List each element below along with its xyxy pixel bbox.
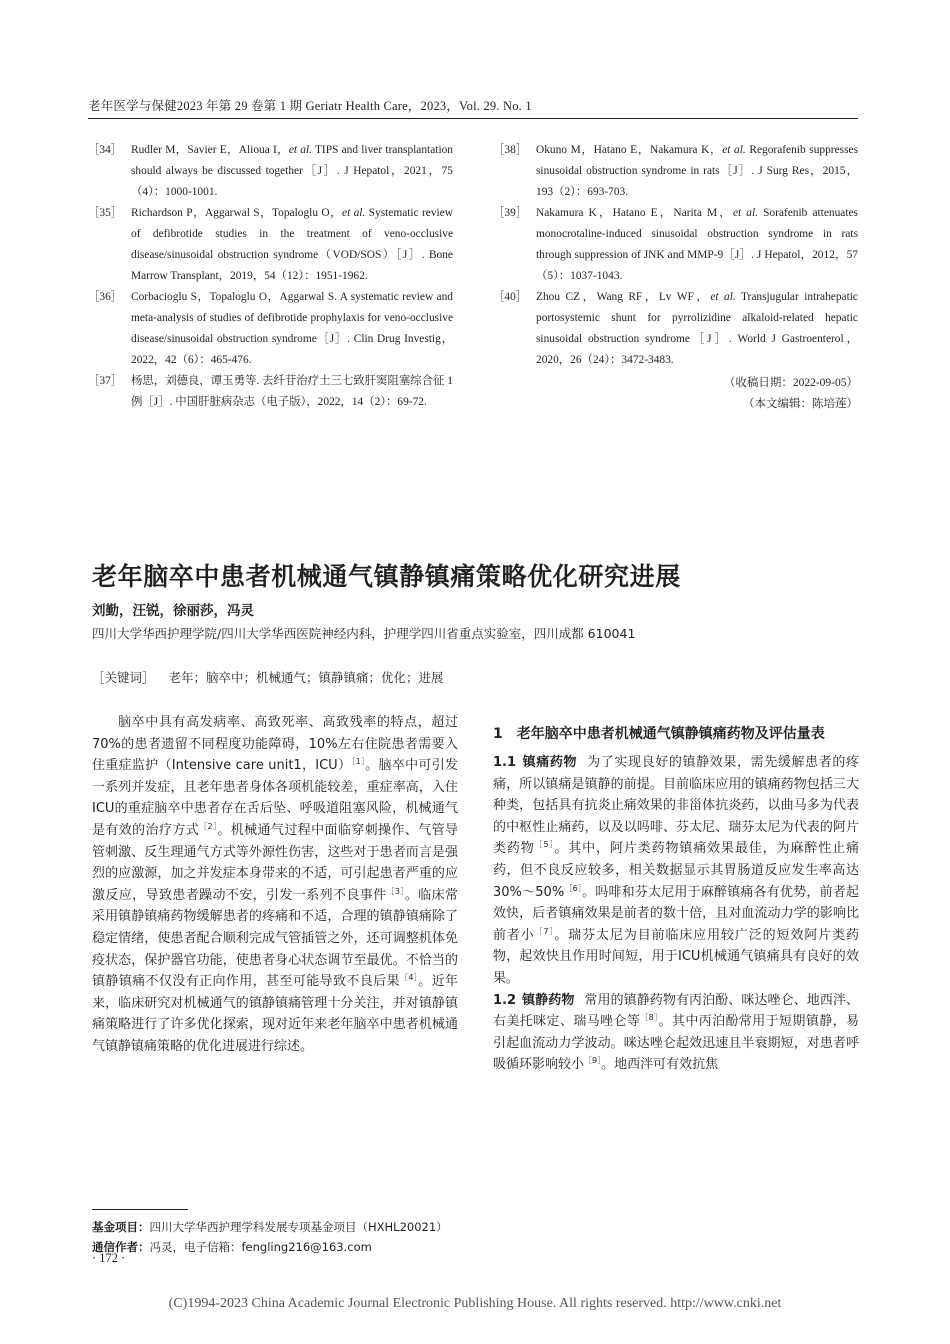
- citation: ［2］: [199, 821, 218, 831]
- subsection-sedatives: 1.2 镇静药物 常用的镇静药物有丙泊酚、咪达唑仑、地西泮、右美托咪定、瑞马唑仑等$^{[8]}$。其中丙泊酚常用于短期镇静，易引起血流动力学波动。咪达唑仑起效迅速且半衰期短，对患者呼吸循环影响较小$^{[9]}$。地西泮可有效抗焦: [493, 992, 859, 1073]
- subsection-number: 1.2: [493, 992, 517, 1008]
- reference-text: Okuno M，Hatano E，Nakamura K，: [536, 144, 723, 156]
- received-date: （收稿日期：2022-09-05）: [723, 377, 858, 389]
- section-heading: [493, 722, 859, 746]
- citation: ［9］: [584, 1056, 602, 1066]
- citation: ［5］: [534, 840, 555, 850]
- references-left-column: [88, 140, 453, 413]
- reference-text-rest: TIPS and liver transplantation should always be discussed together［J］. J Hepatol，2021，75（4）：1000-1001.: [131, 144, 454, 198]
- reference-item: [88, 203, 453, 287]
- reference-number: ［38］: [493, 144, 528, 156]
- keywords: [92, 668, 444, 686]
- reference-text-rest: Transjugular intrahepatic portosystemic shunt for pyrrolizidine alkaloid-related hepatic sinusoidal obstruction syndrome［J］. World J Gastroenterol，2020，26（24）：3472-3483.: [536, 291, 858, 366]
- citation: ［6］: [564, 883, 583, 893]
- reference-text: Nakamura K，Hatano E，Narita M，: [536, 207, 733, 219]
- keywords-list: 老年；脑卒中；机械通气；镇静镇痛；优化；进展: [168, 670, 444, 685]
- page-number: · 172 ·: [92, 1251, 126, 1265]
- received-info: [724, 373, 858, 415]
- keywords-label: ［关键词］: [92, 670, 155, 685]
- reference-item: [493, 287, 858, 371]
- reference-text-rest: Systematic review of defibrotide studies in the treatment of veno-occlusive disease/sinusoidal obstruction syndrome（VOD/SOS）［J］. Bone Marrow Transplant，2019，54（12）：1951-1962.: [131, 207, 454, 282]
- reference-item: [88, 287, 453, 371]
- article-authors: 刘勤，汪锐，徐丽莎，冯灵: [92, 603, 254, 619]
- intro-paragraph: 脑卒中具有高发病率、高致死率、高致残率的特点，超过70%的患者遗留不同程度功能障碍，10%左右住院患者需要入住重症监护（Intensive care unit1，ICU）$^{[1]}$。脑卒中可引发一系列并发症，且老年患者身体各项机能较差，重症率高，入住ICU的重症脑卒中患者存在舌后坠、呼吸道阻塞风险，机械通气是有效的治疗方式$^{[2]}$。机械通气过程中面临穿刺操作、气管导管刺激、反生理通气方式等外源性伤害，这些对于患者而言是强烈的应激源，加之并发症本身带来的不适，可引起患者严重的应激反应，导致患者躁动不安，引发一系列不良事件$^{[3]}$。临床常采用镇静镇痛药物缓解患者的疼痛和不适，合理的镇静镇痛除了稳定情绪，使患者配合顺利完成气管插管之外，还可调整机体免疫状态，保护器官功能，使患者身心状态调节至最优。不恰当的镇静镇痛不仅没有正向作用，甚至可能导致不良后果$^{[4]}$。近年来，临床研究对机械通气的镇静镇痛管理十分关注，并对镇静镇痛策略进行了许多优化探索，现对近年来老年脑卒中患者机械通气镇静镇痛策略的优化进展进行综述。: [92, 715, 458, 1054]
- intro-column: [92, 712, 458, 1058]
- reference-text-rest: Regorafenib suppresses sinusoidal obstruction syndrome in rats［J］. J Surg Res，2015，193（2）：693-703.: [536, 144, 859, 198]
- corresponding-label: 通信作者：: [92, 1240, 150, 1254]
- footnote-rule: [92, 1209, 188, 1210]
- reference-number: ［39］: [493, 207, 528, 219]
- reference-etal: et al.: [342, 207, 366, 219]
- citation: ［8］: [640, 1013, 659, 1023]
- corresponding-author-note: 通信作者：冯灵，电子信箱：fengling216@163.com: [92, 1240, 372, 1254]
- footnotes: [92, 1217, 448, 1257]
- citation: ［4］: [399, 973, 419, 983]
- subsection-number: 1.1: [493, 755, 517, 770]
- reference-etal: et al.: [722, 144, 746, 156]
- reference-text-rest: Sorafenib attenuates monocrotaline-induced sinusoidal obstruction syndrome in rats through suppression of JNK and MMP-9［J］. J Hepatol，2012，57（5）：1037-1043.: [536, 207, 858, 282]
- reference-number: ［37］: [88, 375, 123, 387]
- reference-text: Corbacioglu S，Topaloglu O，Aggarwal S. A systematic review and meta-analysis of studies of defibrotide prophylaxis for veno-occlusive disease/sinusoidal obstruction syndrome［J］. Clin Drug Investig，2022，42（6）：465-476.: [131, 291, 453, 366]
- citation: ［7］: [534, 926, 555, 936]
- section-1-column: [493, 722, 859, 1076]
- reference-number: ［34］: [88, 144, 123, 156]
- section-title: 老年脑卒中患者机械通气镇静镇痛药物及评估量表: [516, 726, 825, 742]
- reference-text: Zhou CZ，Wang RF，Lv WF，: [536, 291, 711, 303]
- reference-etal: et al.: [732, 207, 758, 219]
- references-right-column: [493, 140, 858, 371]
- subsection-analgesics: 1.1 镇痛药物 为了实现良好的镇静效果，需先缓解患者的疼痛，所以镇痛是镇静的前提。目前临床应用的镇痛药物包括三大种类，包括具有抗炎止痛效果的非甾体抗炎药，以曲马多为代表的中枢性止痛药，以及以吗啡、芬太尼、瑞芬太尼为代表的阿片类药物$^{[5]}$。其中，阿片类药物镇痛效果最佳，为麻醉性止痛药，但不良反应较多，相关数据显示其胃肠道反应发生率高达30%～50%$^{[6]}$。吗啡和芬太尼用于麻醉镇痛各有优势，前者起效快，后者镇痛效果是前者的数十倍，且对血流动力学的影响比前者小$^{[7]}$。瑞芬太尼为目前临床应用较广泛的短效阿片类药物，起效快且作用时间短，用于ICU机械通气镇痛具有良好的效果。: [493, 755, 859, 986]
- funding-label: 基金项目：: [92, 1220, 150, 1234]
- reference-number: ［35］: [88, 207, 123, 219]
- reference-item: [493, 203, 858, 287]
- article-affiliation: 四川大学华西护理学院/四川大学华西医院神经内科，护理学四川省重点实验室，四川成都 610041: [92, 626, 636, 641]
- running-header: 老年医学与保健2023 年第 29 卷第 1 期 Geriatr Health Care，2023，Vol. 29. No. 1: [88, 99, 532, 113]
- reference-number: ［40］: [493, 291, 528, 303]
- section-number: 1: [493, 726, 503, 742]
- subsection-title: 镇静药物: [522, 992, 575, 1008]
- reference-text: 杨思，刘德良，谭玉勇等. 去纤苷治疗土三七致肝窦阻塞综合征 1 例［J］. 中国肝脏病杂志（电子版），2022，14（2）：69-72.: [131, 375, 453, 408]
- citation: ［1］: [351, 757, 366, 767]
- funding-note: 基金项目：四川大学华西护理学科发展专项基金项目（HXHL20021）: [92, 1220, 448, 1234]
- copyright-footer: (C)1994-2023 China Academic Journal Electronic Publishing House. All rights reserved. http://www.cnki.net: [168, 1296, 782, 1311]
- article-editor: （本文编辑：陈培莲）: [743, 398, 858, 410]
- reference-item: [88, 140, 453, 203]
- reference-text: Rudler M，Savier E，Alioua I，: [131, 144, 289, 156]
- reference-item: [493, 140, 858, 203]
- reference-etal: et al.: [288, 144, 312, 156]
- reference-etal: et al.: [710, 291, 736, 303]
- subsection-title: 镇痛药物: [522, 755, 578, 770]
- reference-text: Richardson P，Aggarwal S，Topaloglu O，: [131, 207, 343, 219]
- citation: ［3］: [386, 886, 405, 896]
- reference-number: ［36］: [88, 291, 123, 303]
- header-rule: [88, 118, 858, 119]
- reference-item: [88, 371, 453, 413]
- article-title: 老年脑卒中患者机械通气镇静镇痛策略优化研究进展: [92, 562, 681, 591]
